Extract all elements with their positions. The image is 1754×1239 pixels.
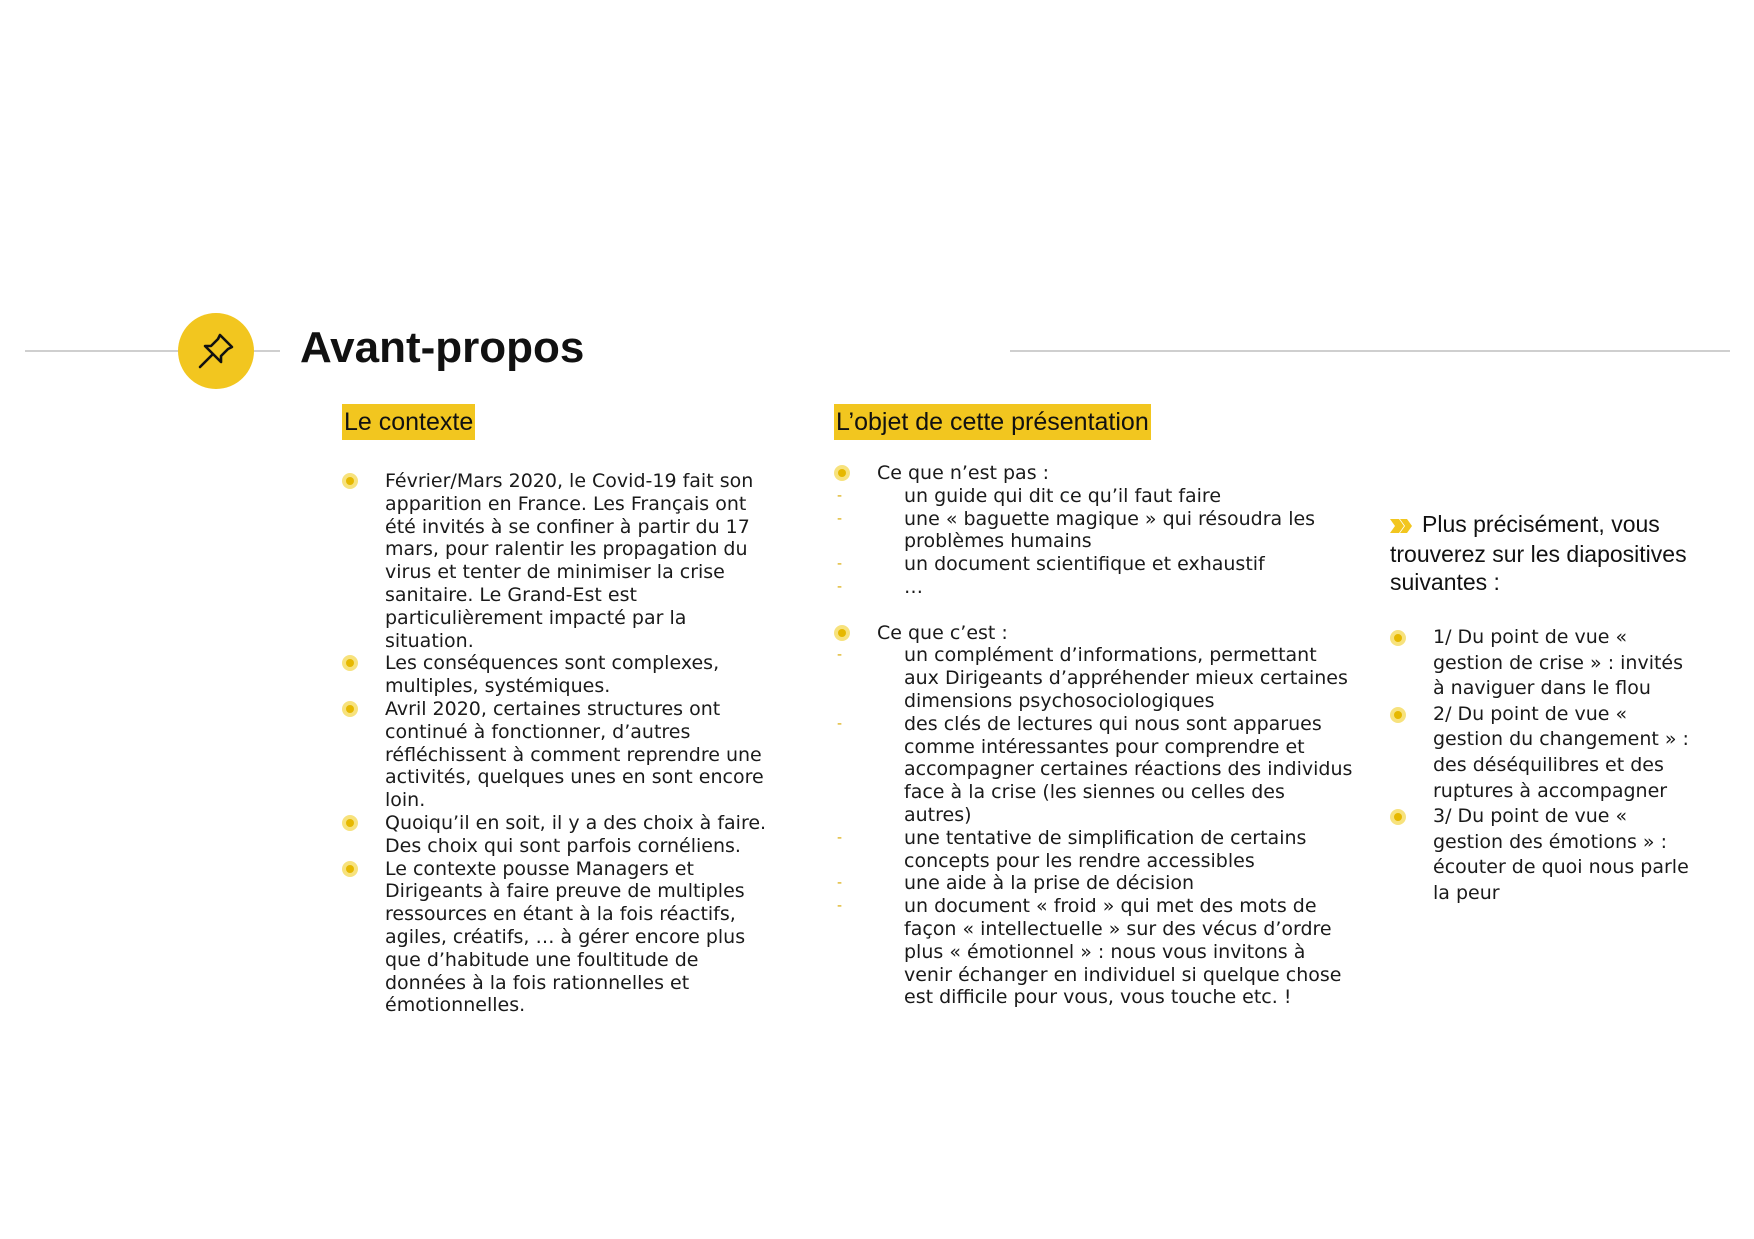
dash-icon: -: [837, 510, 843, 527]
dash-icon: -: [837, 715, 843, 732]
dash-icon: -: [837, 556, 843, 573]
page-title: Avant-propos: [300, 323, 585, 372]
bullet-icon: [342, 473, 358, 489]
bullet-icon: [1390, 809, 1406, 825]
list-item: 1/ Du point de vue « gestion de crise » : invités à naviguer dans le flou: [1390, 625, 1690, 702]
bullet-icon: [1390, 630, 1406, 646]
list-item: - une « baguette magique » qui résoudra les problèmes humains: [837, 507, 1316, 553]
callout-heading: Plus précisément, vous trouverez sur les diapositives suivantes :: [1390, 511, 1687, 595]
dash-icon: -: [837, 487, 843, 504]
callout-list: [1390, 625, 1690, 907]
bullet-icon: [342, 701, 358, 717]
bullet-icon: [342, 861, 358, 877]
bullet-icon: [834, 465, 850, 481]
bullet-icon: [342, 815, 358, 831]
context-list: [342, 470, 767, 1017]
list-item: Quoiqu’il en soit, il y a des choix à faire. Des choix qui sont parfois cornéliens.: [342, 812, 767, 858]
bullet-icon: [1390, 707, 1406, 723]
bullet-icon: [834, 625, 850, 641]
context-heading: Le contexte: [342, 404, 475, 440]
list-item: - un complément d’informations, permettant aux Dirigeants d’appréhender mieux certaines dimensions psychosociologiques: [837, 644, 1348, 712]
list-item: - un document « froid » qui met des mots de façon « intellectuelle » sur des vécus d’ordre plus « émotionnel » : nous vous invitons à venir échanger en individuel si quelque chose est difficile pour vous, vous touche etc. !: [837, 895, 1342, 1009]
dash-icon: -: [837, 829, 843, 846]
list-item: - un guide qui dit ce qu’il faut faire: [837, 484, 1222, 507]
list-item: 2/ Du point de vue « gestion du changement » : des déséquilibres et des ruptures à accompagner: [1390, 702, 1690, 804]
list-item: - un document scientifique et exhaustif: [837, 553, 1265, 576]
double-chevron-right-icon: [1390, 512, 1414, 540]
list-item: - …: [837, 575, 923, 598]
list-item: Les conséquences sont complexes, multiples, systémiques.: [342, 652, 767, 698]
objet-list: [834, 462, 1354, 1009]
dash-icon: -: [837, 875, 843, 892]
list-spacer: [834, 599, 1354, 622]
is-label: Ce que c’est :: [834, 622, 1354, 645]
list-item: Avril 2020, certaines structures ont continué à fonctionner, d’autres réfléchissent à comment reprendre une activités, quelques unes en sont encore loin.: [342, 698, 767, 812]
dash-icon: -: [837, 578, 843, 595]
dash-icon: -: [837, 898, 843, 915]
pushpin-icon: [178, 313, 254, 389]
header-rule-right: [1010, 350, 1730, 352]
is-not-label: Ce que n’est pas :: [834, 462, 1354, 485]
list-item: Le contexte pousse Managers et Dirigeants à faire preuve de multiples ressources en étant à la fois réactifs, agiles, créatifs, … à gérer encore plus que d’habitude une foultitude de données à la fois rationnelles et émotionnelles.: [342, 858, 767, 1018]
list-item: - une aide à la prise de décision: [837, 872, 1195, 895]
list-item: - des clés de lectures qui nous sont apparues comme intéressantes pour comprendre et accompagner certaines réactions des individus face à la crise (les siennes ou celles des autres): [837, 712, 1353, 826]
list-item: - une tentative de simplification de certains concepts pour les rendre accessibles: [837, 826, 1307, 872]
dash-icon: -: [837, 647, 843, 664]
bullet-icon: [342, 655, 358, 671]
objet-heading: L’objet de cette présentation: [834, 404, 1151, 440]
list-item: 3/ Du point de vue « gestion des émotions » : écouter de quoi nous parle la peur: [1390, 804, 1690, 906]
list-item: Février/Mars 2020, le Covid-19 fait son apparition en France. Les Français ont été invités à se confiner à partir du 17 mars, pour ralentir les propagation du virus et tenter de minimiser la crise sanitaire. Le Grand-Est est particulièrement impacté par la situation.: [342, 470, 767, 652]
